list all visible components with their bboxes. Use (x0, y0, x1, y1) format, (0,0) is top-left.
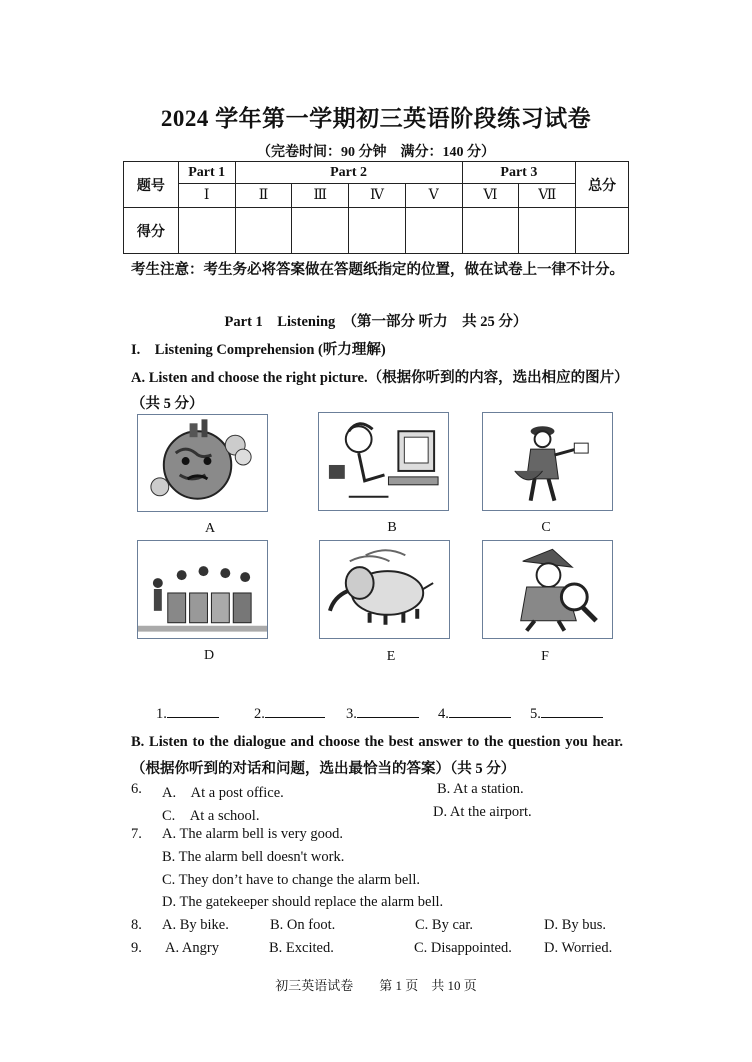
page-title: 2024 学年第一学期初三英语阶段练习试卷 (160, 106, 592, 131)
part1-header: Part 1 (178, 162, 235, 184)
picture-b (318, 412, 449, 511)
numeral-7: Ⅶ (519, 184, 576, 208)
answer-blanks (156, 703, 603, 723)
question-7-number: 7. (131, 826, 142, 842)
blank-line[interactable] (541, 703, 603, 718)
picture-f (482, 540, 613, 639)
numeral-1: Ⅰ (178, 184, 235, 208)
score-cell (349, 208, 406, 254)
q6-option-c: C. At a school. (162, 808, 260, 824)
score-cell (576, 208, 629, 254)
q9-option-b: B. Excited. (269, 940, 334, 956)
total-label: 总分 (576, 162, 629, 208)
postman-icon (483, 413, 612, 510)
exam-time-info: （完卷时间：90 分钟 满分：140 分） (257, 145, 495, 160)
recycling-bins-icon (138, 541, 267, 638)
q7-option-a: A. The alarm bell is very good. (162, 826, 343, 842)
score-cell (405, 208, 462, 254)
q9-option-a: A. Angry (165, 940, 219, 956)
blank-item: 4. (438, 703, 530, 723)
polluted-earth-icon (138, 415, 267, 511)
score-cell (235, 208, 292, 254)
part3-header: Part 3 (462, 162, 576, 184)
tihao-label: 题号 (124, 162, 179, 208)
numeral-5: Ⅴ (405, 184, 462, 208)
blank-item: 3. (346, 703, 438, 723)
question-8-number: 8. (131, 917, 142, 933)
q8-option-d: D. By bus. (544, 917, 607, 933)
picture-c-label: C (541, 520, 551, 535)
q7-option-d: D. The gatekeeper should replace the alarm bell. (162, 894, 444, 910)
detective-icon (483, 541, 612, 638)
numeral-6: Ⅵ (462, 184, 519, 208)
picture-f-label: F (541, 649, 549, 664)
sectionB-heading-cn: （根据你听到的对话和问题，选出最恰当的答案）（共 5 分） (131, 761, 516, 777)
question-6-number: 6. (131, 781, 142, 797)
q6-option-b: B. At a station. (437, 781, 524, 797)
blank-item: 2. (254, 703, 346, 723)
picture-c (482, 412, 613, 511)
computer-user-icon (319, 413, 448, 510)
exam-notice: 考生注意：考生务必将答案做在答题纸指定的位置，做在试卷上一律不计分。 (131, 262, 624, 278)
defen-label: 得分 (124, 208, 179, 254)
q6-option-d: D. At the airport. (433, 804, 532, 820)
picture-a (137, 414, 268, 512)
picture-e (319, 540, 450, 639)
blank-item: 5. (530, 703, 603, 723)
score-table (123, 161, 629, 254)
blank-line[interactable] (449, 703, 511, 718)
q9-option-c: C. Disappointed. (414, 940, 512, 956)
elephant-icon (320, 541, 449, 638)
picture-d-label: D (203, 648, 215, 663)
section1-heading: I. Listening Comprehension (听力理解) (131, 342, 386, 358)
picture-a-label: A (204, 521, 216, 536)
q7-option-c: C. They don’t have to change the alarm bell. (162, 872, 420, 888)
q6-option-a: A. At a post office. (162, 785, 284, 801)
picture-d (137, 540, 268, 639)
numeral-2: Ⅱ (235, 184, 292, 208)
score-cell (178, 208, 235, 254)
picture-b-label: B (387, 520, 397, 535)
question-9-number: 9. (131, 940, 142, 956)
numeral-3: Ⅲ (292, 184, 349, 208)
part2-header: Part 2 (235, 162, 462, 184)
blank-line[interactable] (357, 703, 419, 718)
blank-line[interactable] (265, 703, 325, 718)
sectionB-heading (131, 729, 623, 783)
numeral-4: Ⅳ (349, 184, 406, 208)
sectionA-heading: A. Listen and choose the right picture.（根据你听到的内容，选出相应的图片）（共 5 分） (131, 370, 622, 412)
score-cell (462, 208, 519, 254)
score-cell (292, 208, 349, 254)
page-footer: 初三英语试卷 第 1 页 共 10 页 (275, 978, 477, 993)
q9-option-d: D. Worried. (544, 940, 613, 956)
q8-option-a: A. By bike. (162, 917, 229, 933)
part1-heading: Part 1 Listening （第一部分 听力 共 25 分） (224, 314, 528, 330)
picture-e-label: E (386, 649, 396, 664)
sectionB-heading-en: B. Listen to the dialogue and choose the best answer to the question you hear. (131, 734, 623, 750)
q8-option-b: B. On foot. (270, 917, 336, 933)
score-cell (519, 208, 576, 254)
q8-option-c: C. By car. (415, 917, 473, 933)
blank-line[interactable] (167, 703, 219, 718)
blank-item: 1. (156, 703, 254, 723)
q7-option-b: B. The alarm bell doesn't work. (162, 849, 345, 865)
